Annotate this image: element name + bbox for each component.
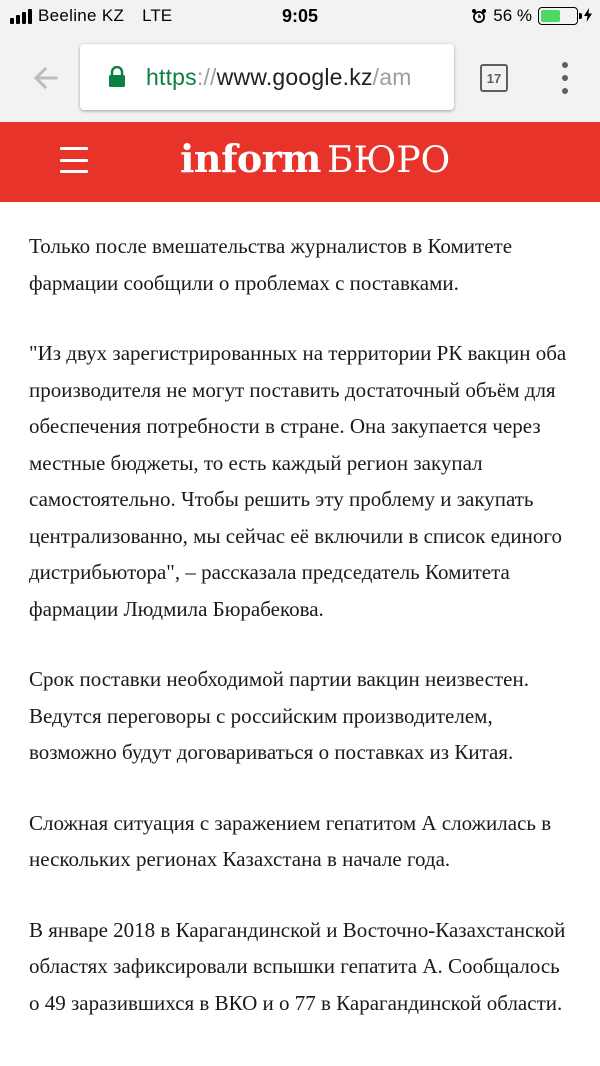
back-arrow-icon xyxy=(26,58,66,98)
menu-dot-icon xyxy=(562,88,568,94)
charging-bolt-icon xyxy=(584,8,592,25)
article-paragraph: Только после вмешательства журналистов в Комитете фармации сообщили о проблемах с поставками. xyxy=(29,234,513,295)
url-text xyxy=(146,64,412,91)
battery-percent: 56 % xyxy=(493,6,532,25)
lock-icon xyxy=(108,66,126,88)
status-bar xyxy=(0,0,600,34)
article-paragraph: "Из двух зарегистрированных на территории РК вакцин оба производителя не могут поставить достаточный объём для обеспечения потребности в стране. Она закупается через местные бюджеты, то есть каждый регион закупал самостоятельно. Чтобы решить эту проблему и закупать централизованно, мы сейчас её включили в список единого дистрибьютора", – рассказала председатель Комитета фармации Людмила Бюрабекова. xyxy=(29,341,567,621)
site-header xyxy=(0,122,600,202)
logo-bold-text: inform xyxy=(180,136,321,181)
url-separator: :// xyxy=(196,63,217,90)
url-path: /am xyxy=(372,63,412,90)
tab-switcher-button[interactable]: 17 xyxy=(480,64,508,92)
more-menu-button[interactable] xyxy=(555,62,575,94)
status-time: 9:05 xyxy=(281,6,319,26)
article-paragraph: В январе 2018 в Карагандинской и Восточно-Казахстанской областях зафиксировали вспышки гепатита А. Сообщалось о 49 заразившихся в ВКО и о 77 в Карагандинской области. xyxy=(29,917,566,1015)
article-paragraph: Сложная ситуация с заражением гепатитом А сложилась в нескольких регионах Казахстана в начале года. xyxy=(29,810,552,871)
status-right xyxy=(471,6,592,26)
menu-dot-icon xyxy=(562,75,568,81)
battery-fill xyxy=(541,10,560,22)
article-body xyxy=(29,228,574,1055)
back-button[interactable] xyxy=(26,58,66,98)
site-logo[interactable] xyxy=(180,136,450,181)
logo-regular-text: БЮРО xyxy=(326,140,451,181)
browser-toolbar xyxy=(0,34,600,122)
alarm-icon xyxy=(471,8,487,24)
carrier-name: Beeline KZ xyxy=(38,6,125,25)
battery-icon xyxy=(538,7,578,25)
address-bar[interactable] xyxy=(80,44,454,110)
hamburger-menu-icon[interactable] xyxy=(60,147,88,173)
url-host: www.google.kz xyxy=(216,63,373,90)
menu-dot-icon xyxy=(562,62,568,68)
url-scheme: https xyxy=(146,63,197,90)
network-type: LTE xyxy=(142,6,173,25)
article-paragraph: Срок поставки необходимой партии вакцин неизвестен. Ведутся переговоры с российским производителем, возможно будут договариваться о поставках из Китая. xyxy=(29,667,529,764)
